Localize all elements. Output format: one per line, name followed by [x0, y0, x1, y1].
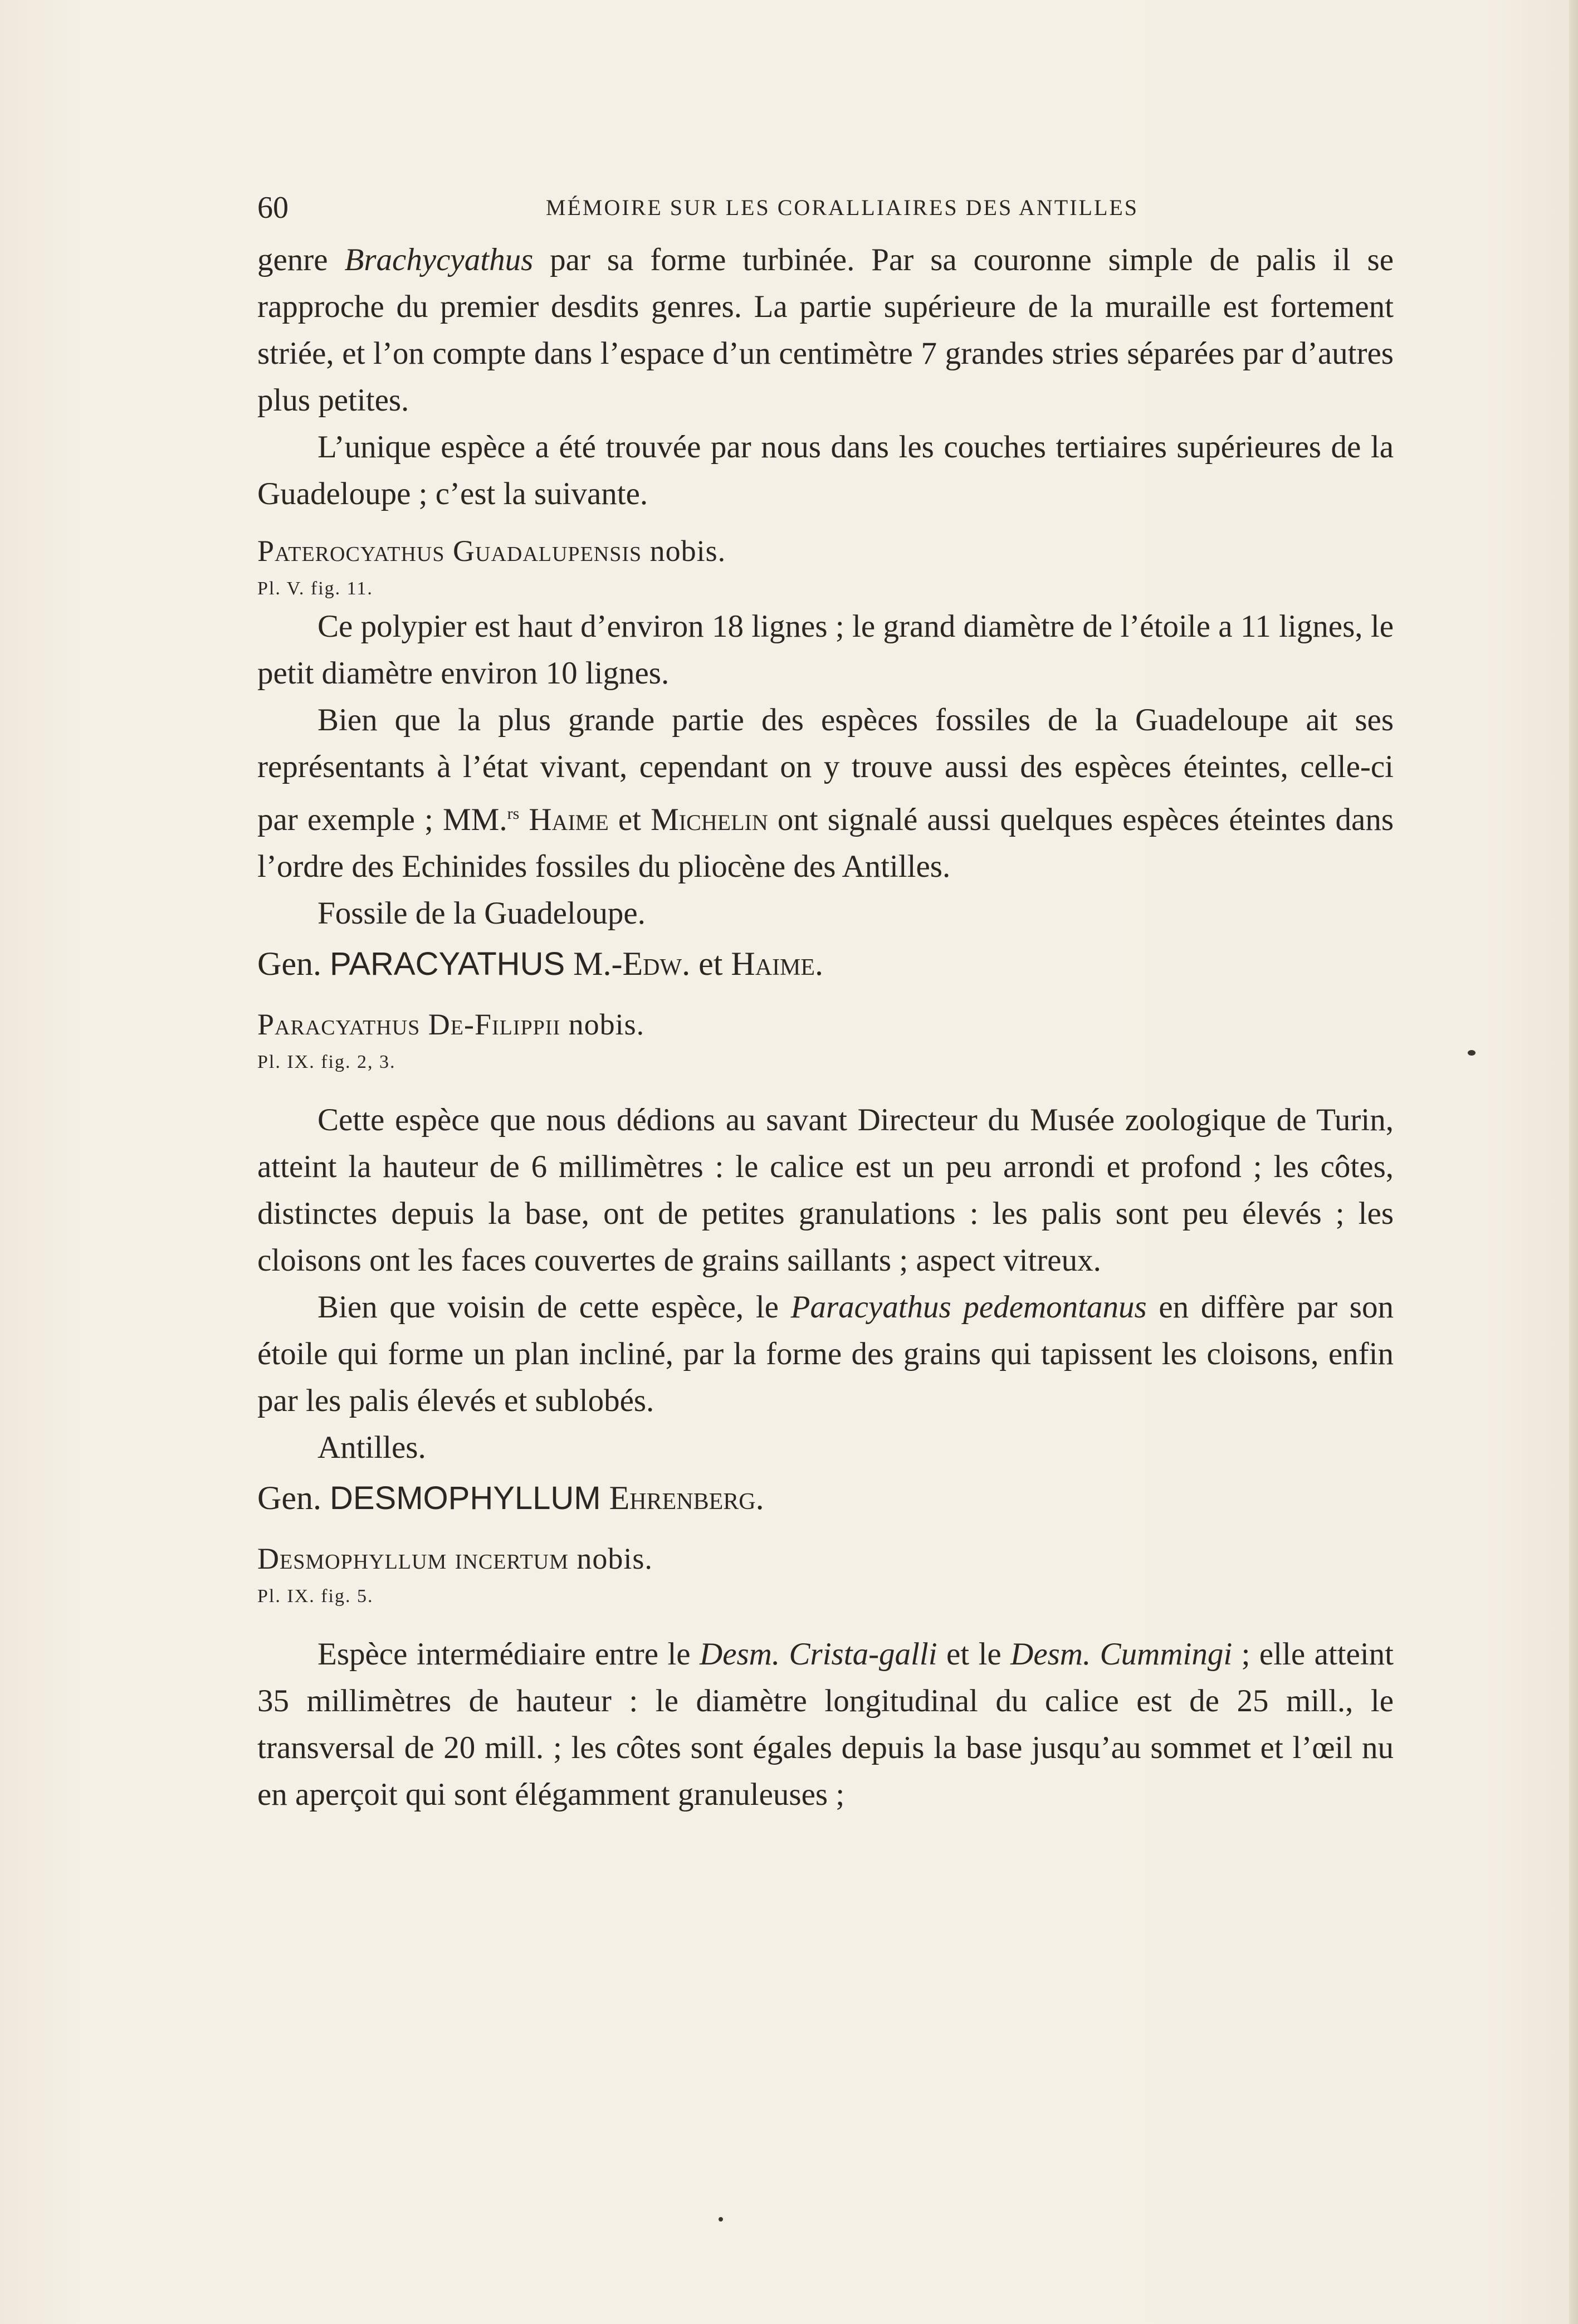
author-michelin: Michelin — [651, 802, 768, 837]
paragraph-8-locality: Antilles. — [317, 1430, 426, 1465]
page-number: 60 — [257, 191, 289, 225]
page-body — [257, 237, 1394, 1818]
paragraph-1: genre Brachycyathus par sa forme turbinée. Par sa couronne simple de palis il se rapproche du premier desdits genres. La partie supérieure de la muraille est fortement striée, et l’on compte dans l’espace d’un centimètre 7 grandes stries séparées par d’autres plus petites. — [257, 242, 1394, 418]
paragraph-3: Ce polypier est haut d’environ 18 lignes ; le grand diamètre de l’étoile a 11 lignes, le petit diamètre environ 10 lignes. — [257, 609, 1394, 691]
page-spine-edge — [1569, 0, 1578, 2324]
running-header — [257, 188, 1394, 227]
paragraph-9: Espèce intermédiaire entre le Desm. Crista-galli et le Desm. Cummingi ; elle atteint 35 millimètres de hauteur : le diamètre longitudinal du calice est de 25 mill., le transversal de 20 mill. ; les côtes sont égales depuis la base jusqu’au sommet et l’œil nu en aperçoit qui sont élégamment granuleuses ; — [257, 1637, 1394, 1812]
genus-heading-desmophyllum: Gen. DESMOPHYLLUM Ehrenberg. — [257, 1480, 764, 1516]
species-heading-paterocyathus: Paterocyathus Guadalupensis nobis. — [257, 534, 726, 568]
ink-speck — [719, 2217, 723, 2222]
species-heading-desmophyllum-incertum: Desmophyllum incertum nobis. — [257, 1542, 653, 1575]
author-haime: Haime — [529, 802, 609, 837]
paragraph-6: Cette espèce que nous dédions au savant Directeur du Musée zoologique de Turin, atteint la hauteur de 6 millimètres : le calice est un peu arrondi et profond ; les côtes, distinctes depuis la base, ont de petites granulations : les palis sont peu élevés ; les cloisons ont les faces couvertes de grains saillants ; aspect vitreux. — [257, 1102, 1394, 1278]
plate-reference-2: Pl. IX. fig. 2, 3. — [257, 1052, 396, 1072]
genus-heading-paracyathus: Gen. PARACYATHUS M.-Edw. et Haime. — [257, 945, 824, 982]
species-heading-paracyathus-defilippii: Paracyathus De-Filippii nobis. — [257, 1008, 645, 1041]
paragraph-5-locality: Fossile de la Guadeloupe. — [317, 896, 646, 931]
paragraph-2: L’unique espèce a été trouvée par nous dans les couches tertiaires supérieures de la Guadeloupe ; c’est la suivante. — [257, 429, 1394, 511]
genus-italic: Brachycyathus — [344, 242, 534, 277]
paragraph-7: Bien que voisin de cette espèce, le Paracyathus pedemontanus en diffère par son étoile qui forme un plan incliné, par la forme des grains qui tapissent les cloisons, enfin par les palis élevés et sublobés. — [257, 1290, 1394, 1418]
plate-reference-1: Pl. V. fig. 11. — [257, 578, 373, 599]
running-title: MÉMOIRE SUR LES CORALLIAIRES DES ANTILLES — [545, 195, 1139, 220]
species-italic: Paracyathus pedemontanus — [790, 1290, 1147, 1325]
paragraph-4: Bien que la plus grande partie des espèces fossiles de la Guadeloupe ait ses représentants à l’état vivant, cependant on y trouve aussi des espèces éteintes, celle-ci par exemple ; MM.$^{rs}$ Haime et Michelin ont signalé aussi quelques espèces éteintes dans l’ordre des Echinides fossiles du pliocène des Antilles. — [257, 702, 1394, 884]
plate-reference-3: Pl. IX. fig. 5. — [257, 1586, 374, 1607]
ink-speck — [1468, 1050, 1476, 1056]
